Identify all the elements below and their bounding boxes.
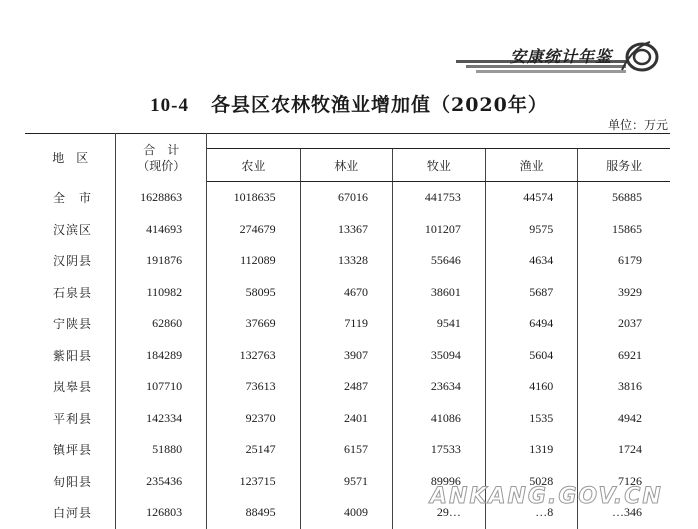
total-cell: 51880 [116,434,207,466]
table-row [25,340,670,372]
value-cell: 4009 [300,497,392,529]
value-cell: 29… [392,497,485,529]
yearbook-brand: 安康统计年鉴 [510,47,613,66]
total-cell: 191876 [116,245,207,277]
value-cell: 9575 [485,214,577,246]
value-cell: 7126 [618,473,642,488]
value-cell: 2037 [618,316,642,331]
category-header: 服务业 [578,149,670,182]
site-watermark: ANKANG.GOV.CN [430,484,663,509]
region-cell: 岚皋县 [25,371,116,403]
value-cell: 58095 [207,277,300,309]
value-cell: 4942 [618,410,642,425]
value-cell: 4670 [300,277,392,309]
value-cell: 1018635 [207,182,300,214]
value-cell: 1724 [618,442,642,457]
table-title: 各县区农林牧渔业增加值（2020年） [210,94,548,116]
value-cell: 92370 [207,403,300,435]
value-cell: 101207 [392,214,485,246]
value-cell: 1535 [485,403,577,435]
total-cell: 1628863 [116,182,207,214]
value-cell: 3929 [618,284,642,299]
table-row [25,214,670,246]
region-cell: 白河县 [25,497,116,529]
value-cell: 89996 [392,466,485,498]
value-cell: 132763 [207,340,300,372]
total-cell: 62860 [116,308,207,340]
table-code: 10-4 [150,95,189,116]
value-cell: 13328 [300,245,392,277]
value-cell: 6157 [300,434,392,466]
region-cell: 石泉县 [25,277,116,309]
region-cell: 宁陕县 [25,308,116,340]
category-header: 牧业 [392,149,485,182]
unit-label: 单位：万元 [607,118,668,132]
total-header [116,134,207,182]
value-cell: 2487 [300,371,392,403]
value-cell: …346 [612,505,642,520]
yearbook-header [0,44,698,84]
total-header-line1: 合 计 [143,142,180,157]
value-cell: 35094 [392,340,485,372]
value-cell: 123715 [207,466,300,498]
value-cell: 13367 [300,214,392,246]
category-header: 农业 [207,149,300,182]
value-cell: 56885 [612,190,642,205]
value-cell: 15865 [612,221,642,236]
total-cell: 126803 [116,497,207,529]
table-row [25,182,670,214]
region-cell: 汉滨区 [25,214,116,246]
value-cell: 6921 [618,347,642,362]
value-cell: 441753 [392,182,485,214]
yearbook-logo-icon [620,40,660,74]
value-cell: 5604 [485,340,577,372]
value-cell: 37669 [207,308,300,340]
value-cell: 44574 [485,182,577,214]
value-cell: 1319 [485,434,577,466]
category-header-spacer [207,134,670,149]
value-cell: 5687 [485,277,577,309]
region-cell: 汉阴县 [25,245,116,277]
value-cell: 3907 [300,340,392,372]
value-cell: 25147 [207,434,300,466]
value-cell: 38601 [392,277,485,309]
total-cell: 110982 [116,277,207,309]
table-row [25,403,670,435]
total-cell: 184289 [116,340,207,372]
table-row [25,245,670,277]
table-row [25,371,670,403]
total-cell: 414693 [116,214,207,246]
category-header: 林业 [300,149,392,182]
table-row [25,308,670,340]
category-header: 渔业 [485,149,577,182]
value-cell: 112089 [207,245,300,277]
region-cell: 镇坪县 [25,434,116,466]
value-cell: 4160 [485,371,577,403]
value-cell: 2401 [300,403,392,435]
value-cell: 88495 [207,497,300,529]
region-cell: 全市 [25,182,116,214]
value-cell: 3816 [618,379,642,394]
value-cell: 67016 [300,182,392,214]
value-cell: 274679 [207,214,300,246]
table-row [25,434,670,466]
table-row [25,277,670,309]
region-cell: 旬阳县 [25,466,116,498]
total-header-line2: （现价） [137,158,186,173]
total-cell: 107710 [116,371,207,403]
total-cell: 235436 [116,466,207,498]
value-cell: 41086 [392,403,485,435]
page-title [0,90,698,117]
value-cell: …8 [485,497,577,529]
value-cell: 17533 [392,434,485,466]
value-added-table [25,133,670,529]
value-cell: 5028 [485,466,577,498]
value-cell: 7119 [300,308,392,340]
total-cell: 142334 [116,403,207,435]
region-cell: 平利县 [25,403,116,435]
value-cell: 9571 [300,466,392,498]
value-cell: 6179 [618,253,642,268]
value-cell: 6494 [485,308,577,340]
value-cell: 23634 [392,371,485,403]
region-header: 地 区 [25,134,116,182]
value-cell: 55646 [392,245,485,277]
value-cell: 73613 [207,371,300,403]
value-cell: 4634 [485,245,577,277]
region-cell: 紫阳县 [25,340,116,372]
value-cell: 9541 [392,308,485,340]
